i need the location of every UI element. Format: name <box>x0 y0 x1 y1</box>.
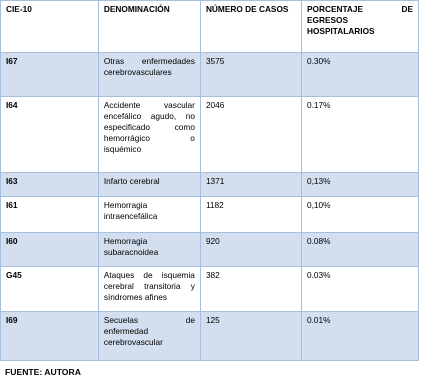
table-row <box>1 53 419 97</box>
header-percentage-word2: DE <box>401 4 413 14</box>
row-code: I69 <box>1 312 99 361</box>
row-cases: 382 <box>200 267 301 312</box>
header-percentage-rest: EGRESOS HOSPITALARIOS <box>306 15 375 36</box>
row-name: Accidente vascular encefálico agudo, no especificado como hemorrágico o isquémico <box>98 97 200 173</box>
source-caption: FUENTE: AUTORA <box>5 367 81 377</box>
header-code: CIE-10 <box>1 1 99 53</box>
row-cases: 1371 <box>200 173 301 197</box>
row-name: Secuelas de enfermedad cerebrovascular <box>98 312 200 361</box>
row-name: Infarto cerebral <box>98 173 200 197</box>
row-code: G45 <box>1 267 99 312</box>
row-name: Hemorragia subaracnoidea <box>98 233 200 267</box>
table-row <box>1 97 419 173</box>
header-cases: NÚMERO DE CASOS <box>200 1 301 53</box>
row-cases: 3575 <box>200 53 301 97</box>
row-percentage: 0.08% <box>301 233 418 267</box>
row-cases: 1182 <box>200 197 301 233</box>
row-percentage: 0.17% <box>301 97 418 173</box>
table-row <box>1 267 419 312</box>
row-code: I61 <box>1 197 99 233</box>
row-name: Ataques de isquemia cerebral transitoria y síndromes afines <box>98 267 200 312</box>
row-code: I67 <box>1 53 99 97</box>
header-percentage-word1: PORCENTAJE <box>306 4 364 14</box>
header-percentage-line1 <box>307 4 413 15</box>
table-header-row <box>1 1 419 53</box>
row-code: I63 <box>1 173 99 197</box>
table-row <box>1 173 419 197</box>
row-percentage: 0,13% <box>301 173 418 197</box>
row-percentage: 0.30% <box>301 53 418 97</box>
row-name: Hemorragia intraencefálica <box>98 197 200 233</box>
row-cases: 920 <box>200 233 301 267</box>
row-code: I64 <box>1 97 99 173</box>
row-cases: 2046 <box>200 97 301 173</box>
header-name: DENOMINACIÓN <box>98 1 200 53</box>
row-cases: 125 <box>200 312 301 361</box>
row-code: I60 <box>1 233 99 267</box>
row-percentage: 0,10% <box>301 197 418 233</box>
row-percentage: 0.03% <box>301 267 418 312</box>
table-row <box>1 312 419 361</box>
table-row <box>1 233 419 267</box>
header-percentage <box>301 1 418 53</box>
table-row <box>1 197 419 233</box>
row-percentage: 0.01% <box>301 312 418 361</box>
row-name: Otras enfermedades cerebrovasculares <box>98 53 200 97</box>
